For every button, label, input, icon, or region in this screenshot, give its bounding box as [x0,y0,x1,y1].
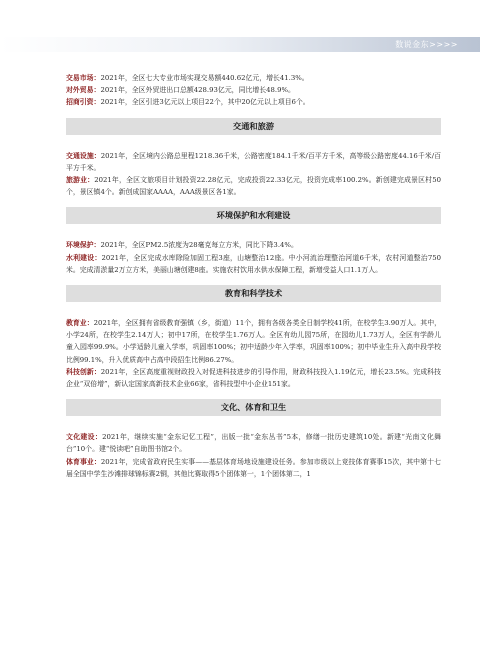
paragraph-text: 2021年，全区PM2.5浓度为28毫克每立方米，同比下降3.4%。 [100,241,298,250]
keyword-label: 环境保护： [66,241,101,250]
paragraph-text: 2021年，全区七大专业市场实现交易额440.62亿元，增长41.3%。 [100,74,309,82]
keyword-label: 科技创新： [66,367,101,376]
section-heading-culture-sports-health: 文化、体育和卫生 [66,399,441,416]
paragraph-text: 2021年，全区完成水库除险加固工程3座，山塘整治12座。中小河流治理整治河道6千米，农村河道整治750米。完成清淤量2万立方米，美丽山塘创建8座。实施农村饮用水供水保障工程，新增受益人口1.1万人。 [66,253,441,274]
keyword-label: 交易市场： [66,74,101,82]
paragraph-foreign-trade [66,84,441,96]
paragraph-education [66,317,441,366]
paragraph-text: 2021年，全区高度重视财政投入对促进科技进步的引导作用，财政科技投入1.19亿元，增长23.5%。完成科技企业“双倍增”，新认定国家高新技术企业66家，省科技型中小企业151家。 [66,367,442,389]
paragraph-sports [66,456,441,480]
paragraph-tourism [66,174,441,198]
keyword-label: 招商引资： [66,98,101,107]
paragraph-innovation [66,366,441,390]
paragraph-trade-market [66,72,441,84]
keyword-label: 体育事业： [66,457,101,466]
paragraph-transport [66,150,441,174]
section-heading-environment-water: 环境保护和水利建设 [66,207,441,224]
keyword-label: 水利建设： [66,253,102,262]
paragraph-text: 2021年，继续实施“金东记忆工程”，出版一批“金东丛书”5本，修缮一批历史建筑10处。新建“光南文化舞台”10个。建“悦读吧”自助图书馆2个。 [66,433,441,454]
paragraph-investment [66,96,441,108]
paragraph-text: 2021年，全区文旅项目计划投资22.28亿元，完成投资22.33亿元，投资完成率100.2%。新创建完成景区村50个，景区镇4个。新创成国家AAAA，AAA级景区各1家。 [66,176,442,197]
paragraph-water [66,252,441,276]
keyword-label: 交通设施： [66,151,101,160]
paragraph-text: 2021年，全区外贸进出口总额428.93亿元，同比增长48.9%。 [100,86,295,95]
keyword-label: 文化建设： [66,433,103,442]
section-heading-transport-tourism: 交通和旅游 [66,118,441,135]
paragraph-environment [66,239,441,251]
keyword-label: 旅游业： [66,176,95,185]
section-heading-education-science: 教育和科学技术 [66,285,441,302]
keyword-label: 教育业： [66,319,94,328]
paragraph-text: 2021年，完成省政府民生实事——基层体育场地设施建设任务。参加市级以上竞技体育赛事15次，其中第十七届全国中学生沙滩排球锦标赛2铜，其他比赛取得5个团体第一，1个团体第二，1 [66,457,441,478]
paragraph-text: 2021年，全区境内公路总里程1218.36千米，公路密度184.1千米/百平方千米，高等级公路密度44.16千米/百平方千米。 [66,151,442,172]
keyword-label: 对外贸易： [66,86,101,95]
running-header: 数说金东>>>> [395,40,458,49]
paragraph-text: 2021年，全区拥有省级教育强镇（乡，街道）11个，拥有各级各类全日制学校41所，在校学生3.90万人。其中，小学24所，在校学生2.14万人；初中17所，在校学生1.76万人。全区有幼儿园75所，在园幼儿1.73万人，全区有学龄儿童入园率99.9%。小学适龄儿童入学率，巩固率100%；初中适龄少年入学率，巩固率100%；初中毕业生升入高中段学校比例99.1%，升入优质高中占高中段招生比例86.27%。 [66,319,441,364]
paragraph-culture [66,431,441,455]
page-content [66,72,441,480]
paragraph-text: 2021年，全区引进3亿元以上项目22个，其中20亿元以上项目6个。 [100,98,310,107]
